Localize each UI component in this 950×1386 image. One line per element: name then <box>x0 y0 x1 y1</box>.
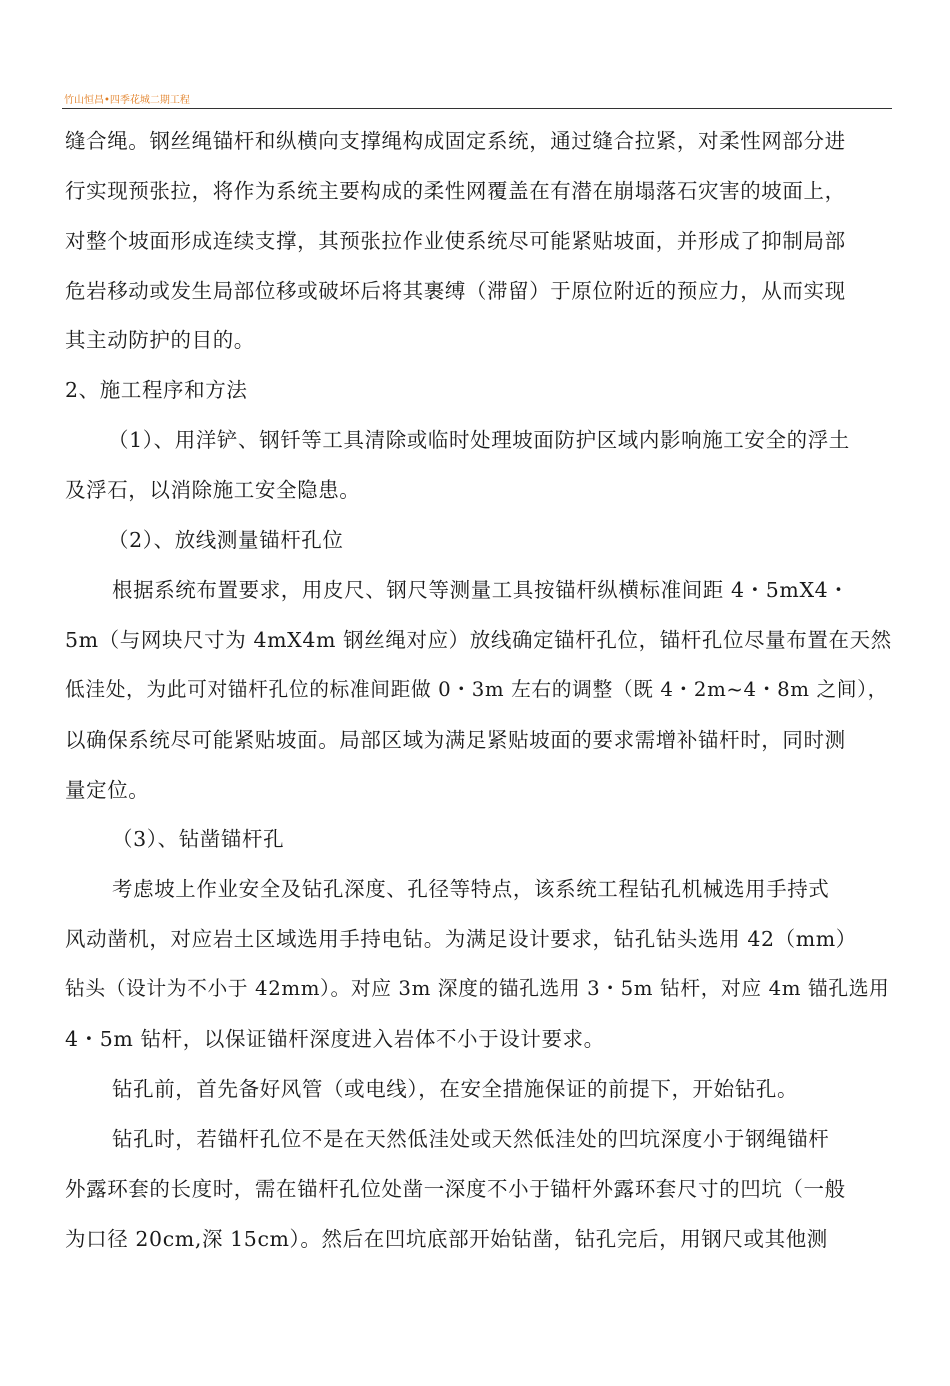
text-line: 钻孔时，若锚杆孔位不是在天然低洼处或天然低洼处的凹坑深度小于钢绳锚杆 <box>112 1127 830 1151</box>
text-line: 钻头（设计为不小于 42mm）。对应 3m 深度的锚孔选用 3・5m 钻杆，对应 4m 锚孔选用 <box>65 977 890 1000</box>
page-header <box>62 92 892 109</box>
text-line: 缝合绳。钢丝绳锚杆和纵横向支撑绳构成固定系统，通过缝合拉紧，对柔性网部分进 <box>65 129 846 153</box>
text-line: 以确保系统尽可能紧贴坡面。局部区域为满足紧贴坡面的要求需增补锚杆时，同时测 <box>65 728 846 752</box>
text-line: 行实现预张拉，将作为系统主要构成的柔性网覆盖在有潜在崩塌落石灾害的坡面上， <box>65 179 846 203</box>
text-line: （1）、用洋铲、钢钎等工具清除或临时处理坡面防护区域内影响施工安全的浮土 <box>108 428 850 452</box>
header-text: 竹山恒昌•四季花城二期工程 <box>64 95 190 106</box>
text-line: 根据系统布置要求，用皮尺、钢尺等测量工具按锚杆纵横标准间距 4・5mX4・ <box>112 578 850 602</box>
text-line: 钻孔前，首先备好风管（或电线），在安全措施保证的前提下，开始钻孔。 <box>112 1077 799 1101</box>
text-line: 为口径 20cm,深 15cm）。然后在凹坑底部开始钻凿，钻孔完后，用钢尺或其他测 <box>65 1227 828 1251</box>
text-line: 危岩移动或发生局部位移或破坏后将其裹缚（滞留）于原位附近的预应力，从而实现 <box>65 279 846 303</box>
text-line: 其主动防护的目的。 <box>65 328 255 352</box>
subsection-heading: （3）、钻凿锚杆孔 <box>112 827 285 851</box>
text-line: 对整个坡面形成连续支撑，其预张拉作业使系统尽可能紧贴坡面，并形成了抑制局部 <box>65 229 846 253</box>
text-line: 5m（与网块尺寸为 4mX4m 钢丝绳对应）放线确定锚杆孔位，锚杆孔位尽量布置在天然 <box>65 628 892 652</box>
text-line: 低洼处，为此可对锚杆孔位的标准间距做 0・3m 左右的调整（既 4・2m~4・8m 之间）， <box>65 678 888 701</box>
text-line: 4・5m 钻杆，以保证锚杆深度进入岩体不小于设计要求。 <box>65 1027 605 1051</box>
text-line: 外露环套的长度时，需在锚杆孔位处凿一深度不小于锚杆外露环套尺寸的凹坑（一般 <box>65 1177 846 1201</box>
text-line: 及浮石，以消除施工安全隐患。 <box>65 478 361 502</box>
section-heading: 2、施工程序和方法 <box>65 378 248 402</box>
text-line: 风动凿机，对应岩土区域选用手持电钻。为满足设计要求，钻孔钻头选用 42（mm） <box>65 927 857 951</box>
text-line: 考虑坡上作业安全及钻孔深度、孔径等特点，该系统工程钻孔机械选用手持式 <box>112 877 830 901</box>
subsection-heading: （2）、放线测量锚杆孔位 <box>108 528 344 552</box>
text-line: 量定位。 <box>65 778 150 802</box>
